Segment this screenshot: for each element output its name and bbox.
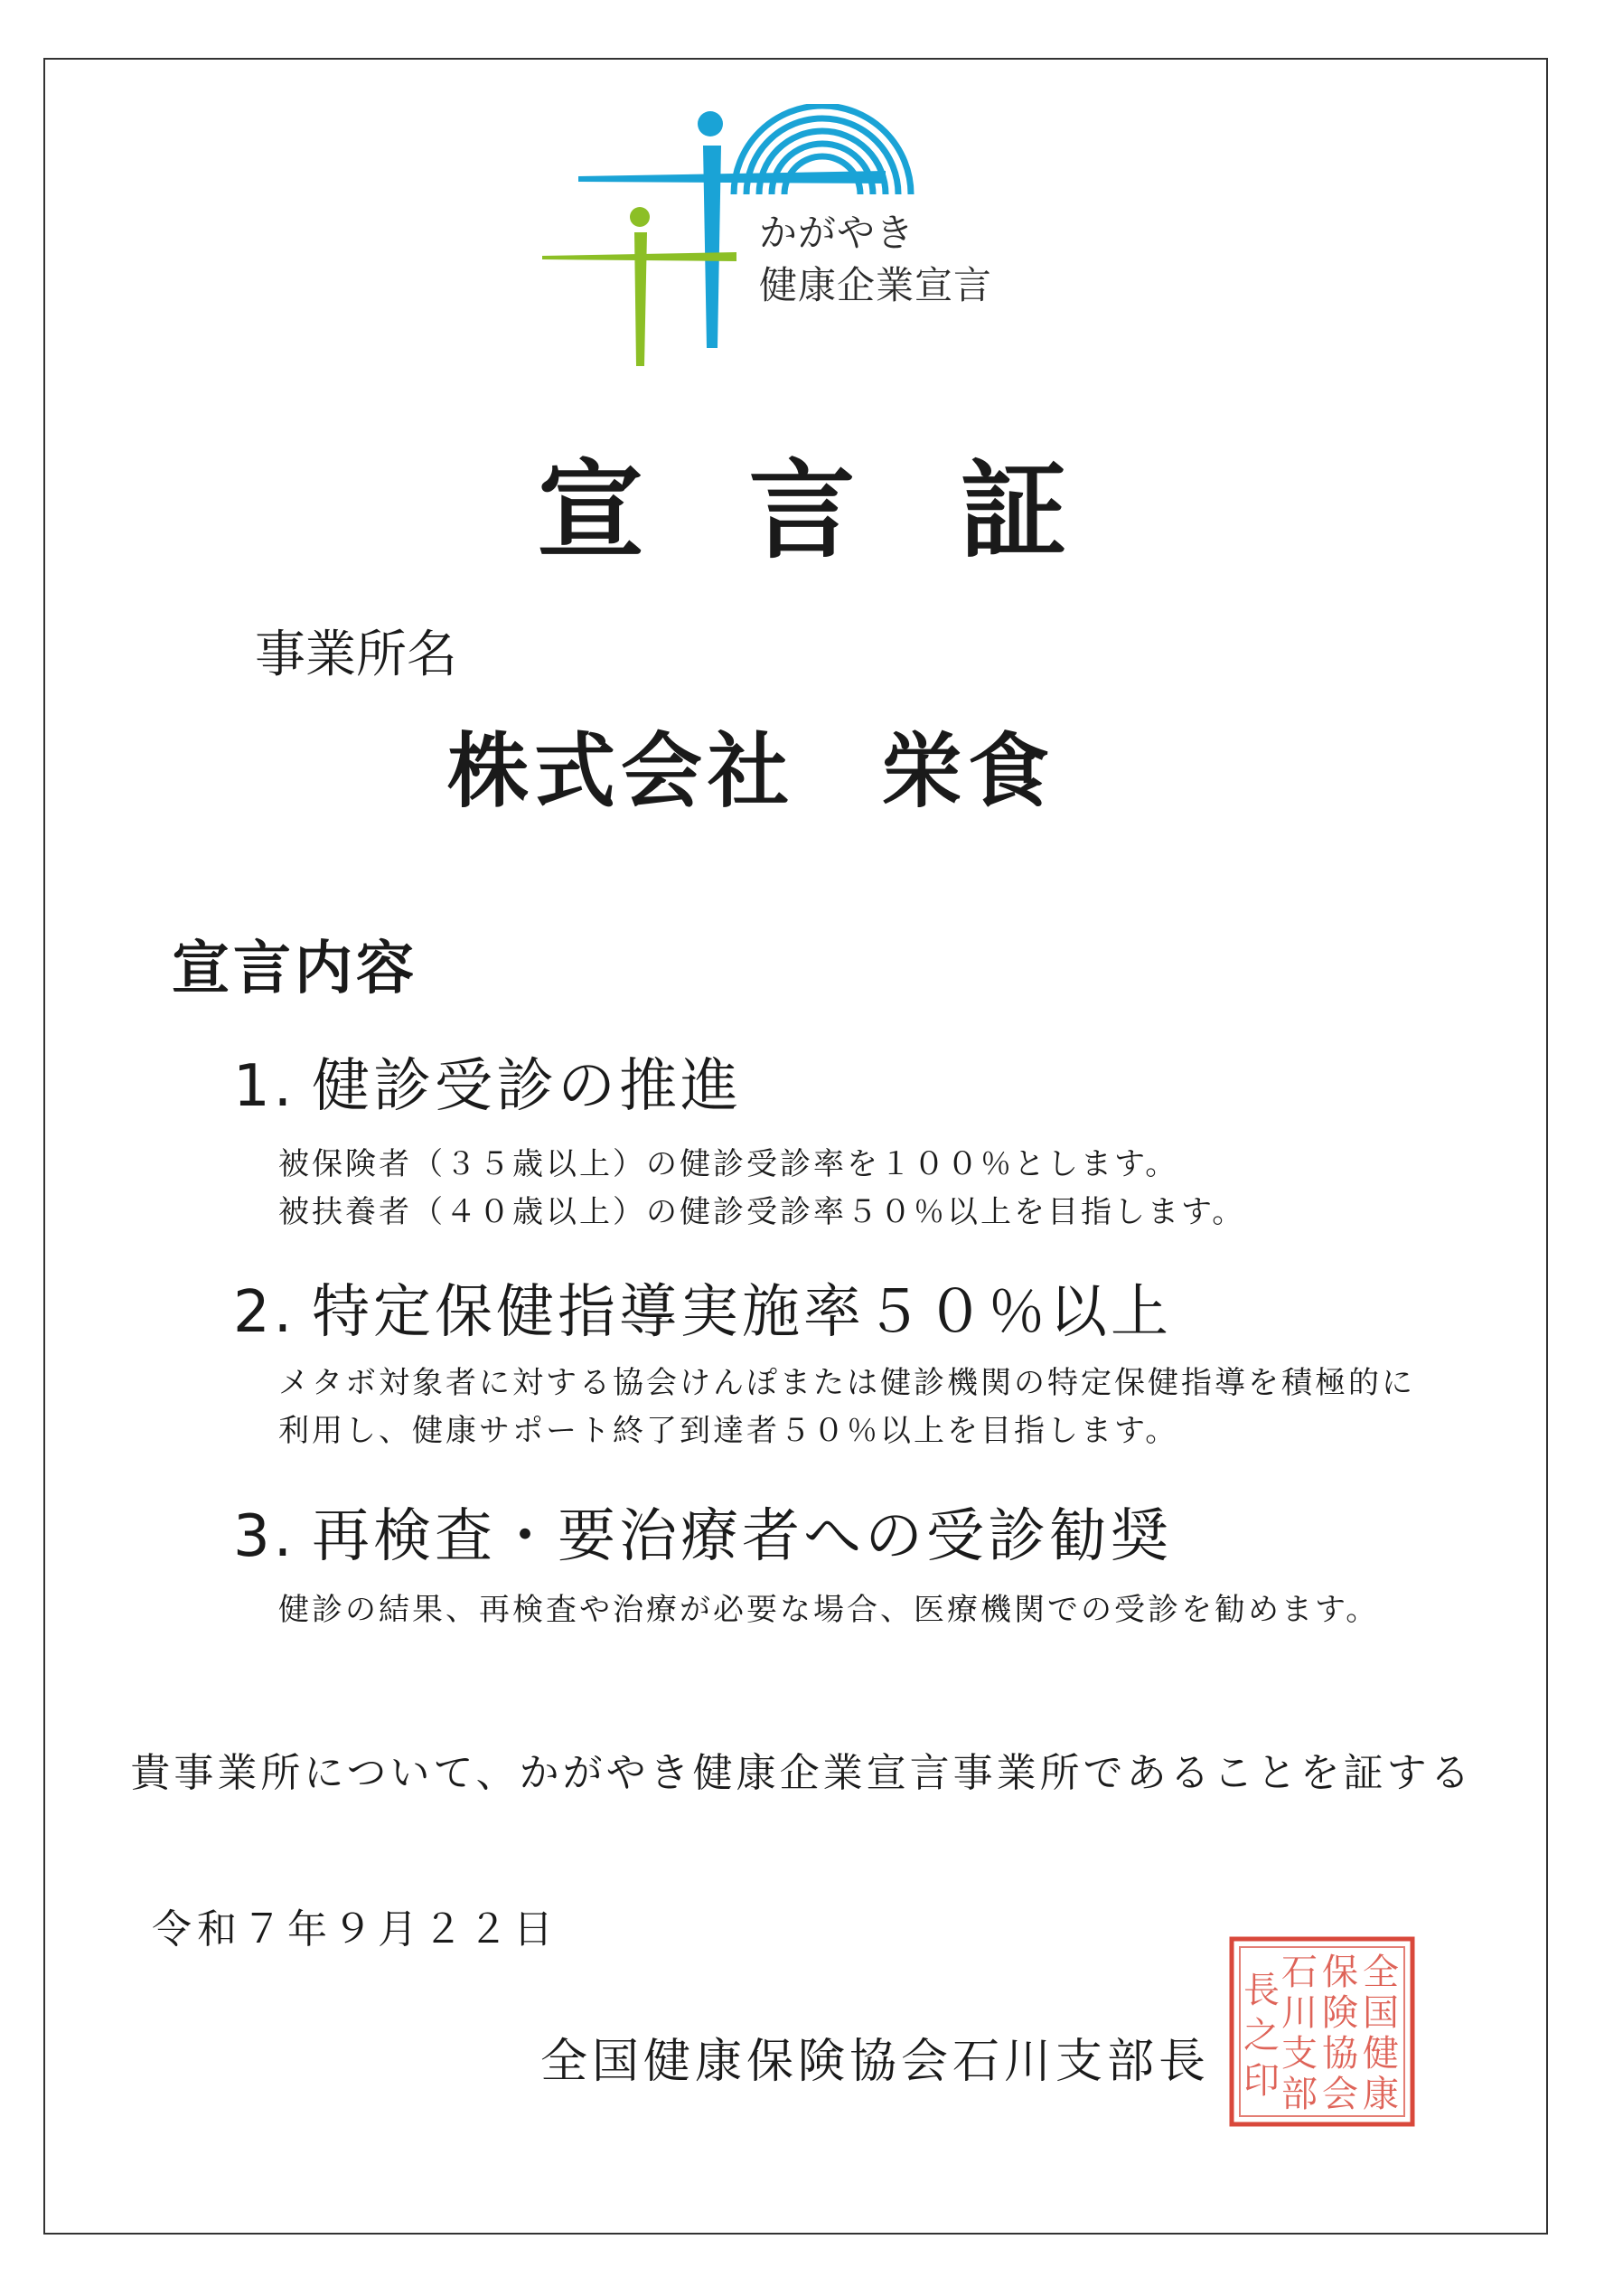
svg-text:健: 健 xyxy=(1363,2033,1399,2075)
office-label: 事業所名 xyxy=(255,626,457,684)
svg-text:支: 支 xyxy=(1281,2033,1318,2075)
official-seal-stamp xyxy=(1227,1934,1417,2129)
item-number: 2. xyxy=(233,1279,296,1346)
issue-date: 令和７年９月２２日 xyxy=(152,1906,558,1953)
kagayaki-logo xyxy=(542,104,1048,375)
title-char: 証 xyxy=(960,447,1067,573)
certification-statement: 貴事業所について、かがやき健康企業宣言事業所であることを証する xyxy=(130,1750,1474,1796)
svg-text:石: 石 xyxy=(1281,1952,1318,1993)
signatory-name: 全国健康保険協会石川支部長 xyxy=(540,2035,1211,2089)
item-number: 1. xyxy=(233,1053,296,1120)
item-title-text: 健診受診の推進 xyxy=(312,1053,743,1120)
svg-text:長: 長 xyxy=(1243,1970,1280,2011)
svg-text:印: 印 xyxy=(1243,2060,1280,2102)
svg-text:川: 川 xyxy=(1281,1992,1318,2034)
logo-text-line2: 健康企業宣言 xyxy=(759,263,993,307)
svg-text:会: 会 xyxy=(1322,2074,1358,2115)
item-2-line: メタボ対象者に対する協会けんぽまたは健診機関の特定保健指導を積極的に xyxy=(278,1365,1415,1401)
title-char: 言 xyxy=(748,447,856,573)
item-3-title xyxy=(233,1490,1172,1573)
item-1-line: 被保険者（３５歳以上）の健診受診率を１００％とします。 xyxy=(278,1146,1179,1182)
logo-text-line1: かがやき xyxy=(759,211,915,255)
svg-text:康: 康 xyxy=(1363,2074,1399,2115)
svg-text:国: 国 xyxy=(1363,1992,1399,2034)
svg-text:協: 協 xyxy=(1322,2033,1358,2075)
company-name: 株式会社 栄食 xyxy=(447,723,1055,819)
item-2-line: 利用し、健康サポート終了到達者５０％以上を目指します。 xyxy=(278,1413,1179,1449)
svg-text:全: 全 xyxy=(1363,1952,1399,1993)
svg-text:険: 険 xyxy=(1322,1992,1358,2034)
declaration-heading: 宣言内容 xyxy=(172,935,417,1002)
title-char: 宣 xyxy=(537,447,644,573)
seal-stamp-icon xyxy=(1227,1934,1417,2129)
certificate-title xyxy=(0,425,1604,579)
svg-text:部: 部 xyxy=(1281,2074,1318,2115)
item-1-title xyxy=(233,1040,742,1123)
svg-text:保: 保 xyxy=(1322,1952,1358,1993)
item-title-text: 特定保健指導実施率５０％以上 xyxy=(312,1279,1173,1346)
item-title-text: 再検査・要治療者への受診勧奨 xyxy=(312,1503,1173,1570)
item-number: 3. xyxy=(233,1503,296,1570)
svg-text:之: 之 xyxy=(1243,2015,1280,2056)
item-3-line: 健診の結果、再検査や治療が必要な場合、医療機関での受診を勧めます。 xyxy=(278,1592,1380,1628)
item-2-title xyxy=(233,1266,1172,1349)
item-1-line: 被扶養者（４０歳以上）の健診受診率５０％以上を目指します。 xyxy=(278,1194,1246,1230)
